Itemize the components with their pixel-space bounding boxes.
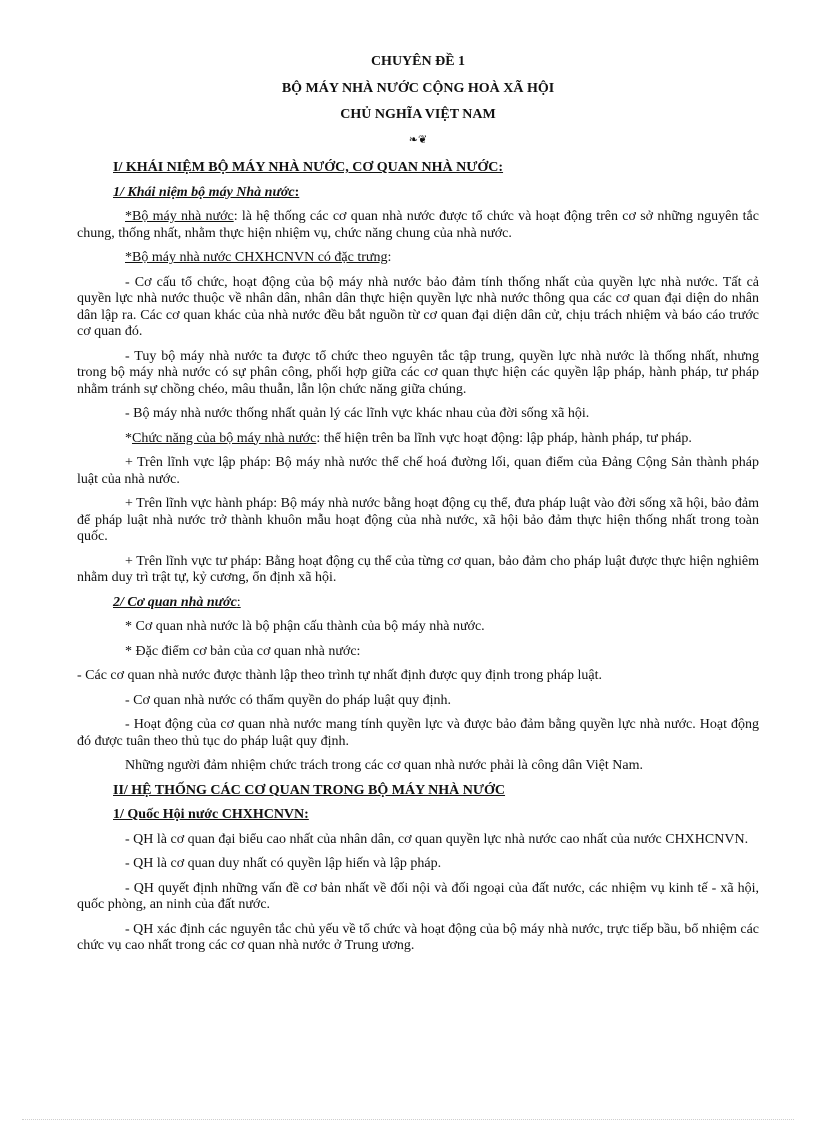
subsection-1-title (113, 185, 759, 202)
agency-item-5: - Hoạt động của cơ quan nhà nước mang tính quyền lực và được bảo đảm bằng quyền lực nhà nước. Hoạt động đó được tuân theo thủ tục do pháp luật quy định. (77, 717, 759, 749)
agency-item-6: Những người đảm nhiệm chức trách trong các cơ quan nhà nước phải là công dân Việt Nam. (125, 758, 643, 773)
definition-paragraph (77, 209, 759, 242)
assembly-item-1: - QH là cơ quan đại biểu cao nhất của nhân dân, cơ quan quyền lực nhà nước cao nhất của nước CHXHCNVN. (125, 831, 749, 847)
document-header (77, 54, 759, 124)
ornament-icon: ❧❦ (408, 133, 428, 146)
definition-text: : là hệ thống các cơ quan nhà nước được tổ chức và hoạt động trên cơ sở những nguyên tắc chung, thống nhất, nhằm thực hiện nhiệm vụ, chức năng chung của nhà nước. (77, 209, 759, 241)
definition-term: *Bộ máy nhà nước (125, 209, 234, 224)
header-line-3: CHỦ NGHĨA VIỆT NAM (340, 107, 496, 122)
functions-paragraph (77, 431, 759, 448)
function-item-3: + Trên lĩnh vực tư pháp: Bằng hoạt động cụ thể của từng cơ quan, bảo đảm cho pháp luật được thực hiện nghiêm nhằm duy trì trật tự, kỷ cương, ổn định xã hội. (77, 553, 759, 585)
subsection-2-colon: : (236, 594, 241, 610)
functions-term: Chức năng của bộ máy nhà nước (132, 430, 317, 446)
subsection-2-title (113, 595, 759, 612)
header-line-2: BỘ MÁY NHÀ NƯỚC CỘNG HOÀ XÃ HỘI (281, 80, 555, 96)
feature-item-3: - Bộ máy nhà nước thống nhất quản lý các lĩnh vực khác nhau của đời sống xã hội. (125, 406, 590, 421)
section-1-title: I/ KHÁI NIỆM BỘ MÁY NHÀ NƯỚC, CƠ QUAN NHÀ NƯỚC: (113, 160, 504, 175)
feature-item-2: - Tuy bộ máy nhà nước ta được tổ chức theo nguyên tắc tập trung, quyền lực nhà nước là thống nhất, nhưng trong bộ máy nhà nước có sự phân công, phối hợp giữa các cơ quan thực hiện các quyền lập pháp, hành pháp, tư pháp nhằm tránh sự chồng chéo, mâu thuẫn, lẫn lộn chức năng giữa chúng. (77, 348, 759, 397)
functions-text: : thể hiện trên ba lĩnh vực hoạt động: lập pháp, hành pháp, tư pháp. (316, 430, 692, 446)
function-item-1: + Trên lĩnh vực lập pháp: Bộ máy nhà nước thể chế hoá đường lối, quan điểm của Đảng Cộng Sản thành pháp luật của nhà nước. (77, 455, 759, 487)
assembly-item-2: - QH là cơ quan duy nhất có quyền lập hiến và lập pháp. (125, 856, 442, 871)
agency-item-3: - Các cơ quan nhà nước được thành lập theo trình tự nhất định được quy định trong pháp luật. (77, 668, 602, 683)
agency-item-2: * Đặc điểm cơ bản của cơ quan nhà nước: (125, 643, 361, 659)
assembly-item-4: - QH xác định các nguyên tắc chủ yếu về tổ chức và hoạt động của bộ máy nhà nước, trực tiếp bầu, bổ nhiệm các chức vụ cao nhất trong các cơ quan nhà nước ở Trung ương. (77, 921, 759, 953)
function-item-2: + Trên lĩnh vực hành pháp: Bộ máy nhà nước bằng hoạt động cụ thể, đưa pháp luật vào đời sống xã hội, bảo đảm để pháp luật nhà nước trở thành khuôn mẫu hoạt động của nhà nước, xã hội bảo đảm thực hiện thống nhất trong toàn quốc. (77, 496, 759, 544)
section-2-title: II/ HỆ THỐNG CÁC CƠ QUAN TRONG BỘ MÁY NHÀ NƯỚC (113, 782, 506, 798)
header-line-1: CHUYÊN ĐỀ 1 (370, 54, 466, 69)
assembly-item-3: - QH quyết định những vấn đề cơ bản nhất về đối nội và đối ngoại của đất nước, các nhiệm vụ kinh tế - xã hội, quốc phòng, an ninh của đất nước. (77, 880, 759, 912)
agency-item-4: - Cơ quan nhà nước có thẩm quyền do pháp luật quy định. (125, 692, 452, 708)
functions-star: * (125, 430, 132, 446)
feature-item-1: - Cơ cấu tổ chức, hoạt động của bộ máy nhà nước bảo đảm tính thống nhất của quyền lực nhà nước. Tất cả quyền lực nhà nước thuộc về nhân dân, nhân dân thực hiện quyền lực nhà nước thông qua các cơ quan đại diện do nhân dân lập ra. Các cơ quan khác của nhà nước đều bắt nguồn từ cơ quan đại diện dân cử, chịu trách nhiệm và báo cáo trước cơ quan đó. (77, 274, 759, 339)
subsection-1-colon: : (294, 184, 300, 200)
features-heading (77, 250, 759, 267)
page-bottom-divider (22, 1119, 794, 1120)
subsection-1-label: 1/ Khái niệm bộ máy Nhà nước (113, 184, 295, 200)
features-colon: : (387, 250, 392, 265)
section-2-subsection-1-title: 1/ Quốc Hội nước CHXHCNVN: (113, 807, 309, 822)
features-term: *Bộ máy nhà nước CHXHCNVN có đặc trưng (125, 250, 388, 265)
document-body (77, 54, 759, 963)
subsection-2-label: 2/ Cơ quan nhà nước (113, 594, 237, 610)
agency-item-1: * Cơ quan nhà nước là bộ phận cấu thành của bộ máy nhà nước. (125, 619, 485, 634)
